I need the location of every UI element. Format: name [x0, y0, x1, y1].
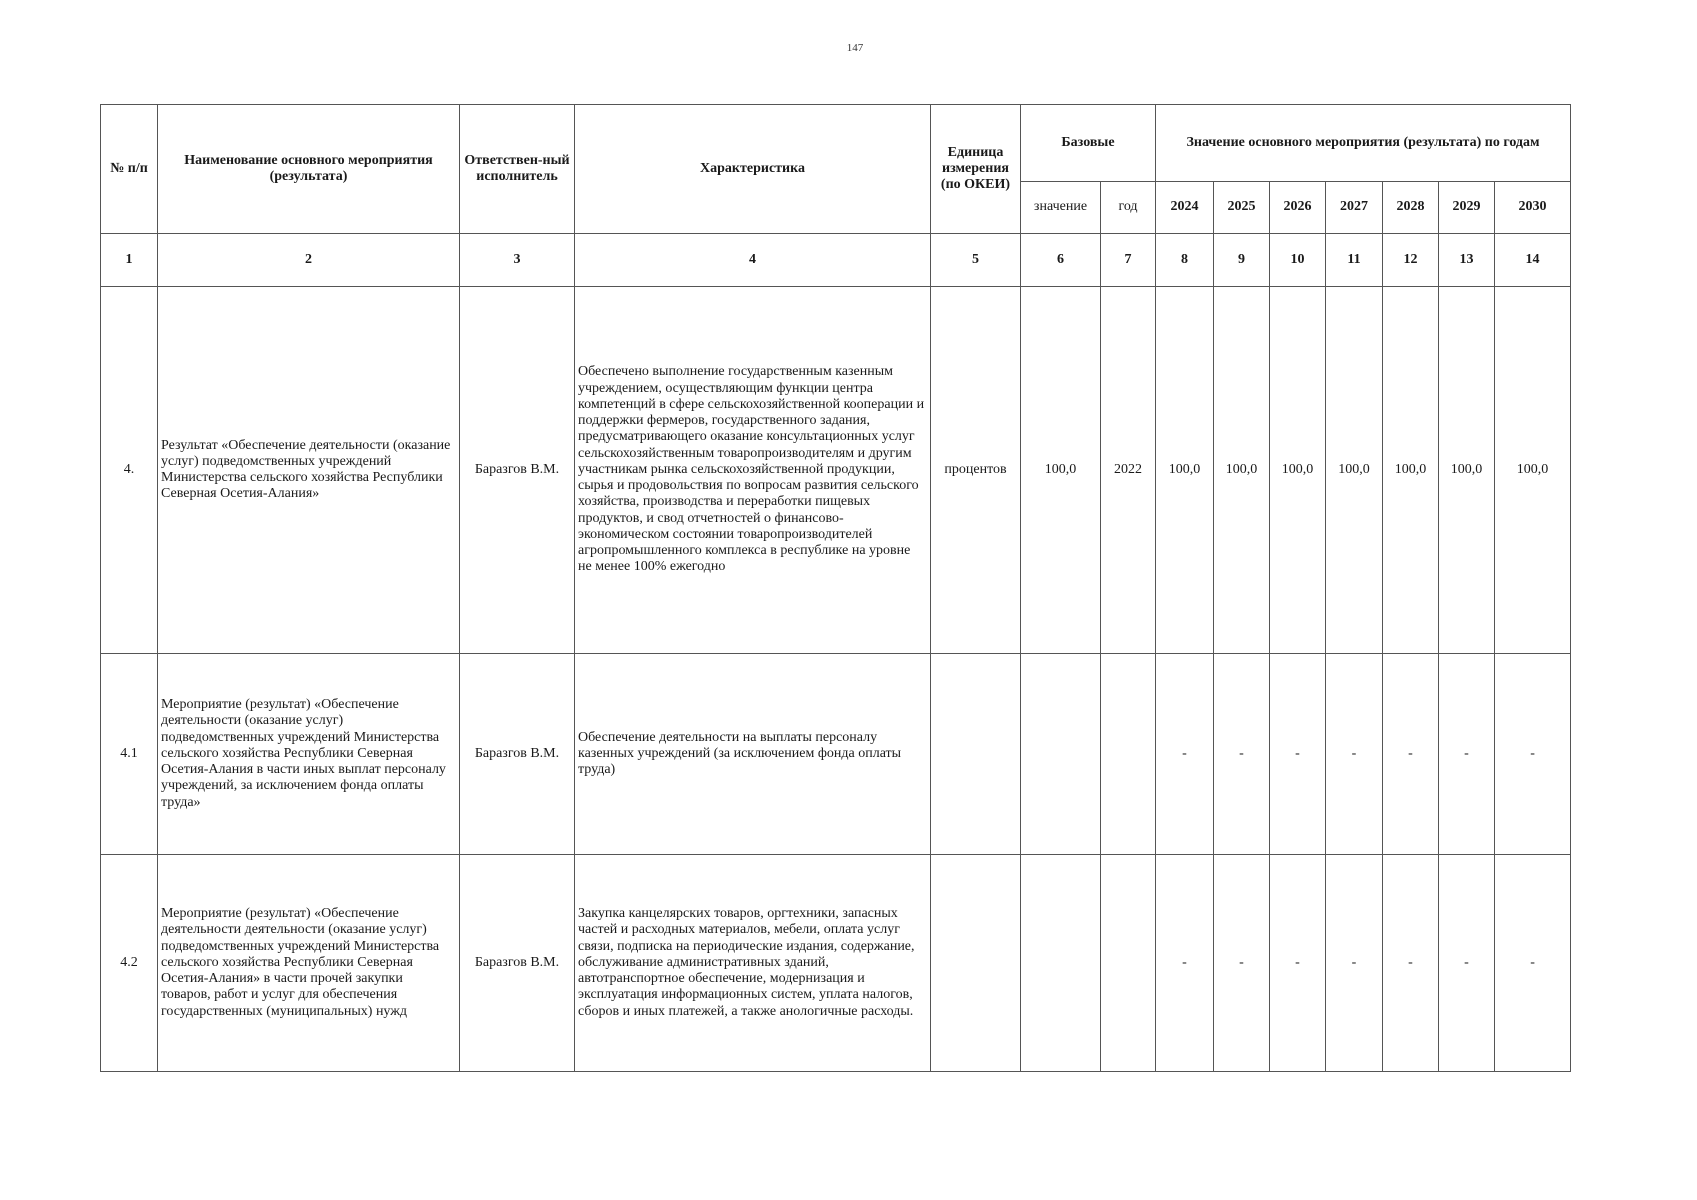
row-base-year	[1101, 654, 1156, 855]
column-number: 12	[1383, 234, 1439, 287]
column-number: 7	[1101, 234, 1156, 287]
row-year-value: -	[1214, 654, 1270, 855]
header-base: Базовые	[1021, 105, 1156, 182]
header-year: 2025	[1214, 182, 1270, 234]
row-num: 4.2	[101, 855, 158, 1072]
row-year-value: 100,0	[1383, 287, 1439, 654]
column-number: 9	[1214, 234, 1270, 287]
row-base-value: 100,0	[1021, 287, 1101, 654]
header-unit: Единица измерения (по ОКЕИ)	[931, 105, 1021, 234]
row-year-value: 100,0	[1270, 287, 1326, 654]
row-year-value: -	[1495, 654, 1571, 855]
row-num: 4.1	[101, 654, 158, 855]
row-characteristic: Обеспечено выполнение государственным казенным учреждением, осуществляющим функции центра компетенций в сфере сельскохозяйственной кооперации и поддержки фермеров, государственного задания, предусматривающего оказание консультационных услуг сельскохозяйственным товаропроизводителям и другим участникам рынка сельскохозяйственной продукции, сырья и продовольствия по вопросам развития сельского хозяйства, производства и переработки пищевых продуктов, и свод отчетностей о финансово-экономическом состоянии товаропроизводителей агропромышленного комплекса в республике на уровне не менее 100% ежегодно	[575, 287, 931, 654]
row-responsible: Баразгов В.М.	[460, 287, 575, 654]
row-year-value: -	[1214, 855, 1270, 1072]
table-row	[101, 287, 1571, 654]
header-year: 2028	[1383, 182, 1439, 234]
header-num: № п/п	[101, 105, 158, 234]
table-row	[101, 654, 1571, 855]
row-year-value: 100,0	[1439, 287, 1495, 654]
row-characteristic: Обеспечение деятельности на выплаты персоналу казенных учреждений (за исключением фонда оплаты труда)	[575, 654, 931, 855]
row-year-value: 100,0	[1156, 287, 1214, 654]
row-base-value	[1021, 855, 1101, 1072]
row-year-value: -	[1439, 855, 1495, 1072]
column-number: 5	[931, 234, 1021, 287]
row-responsible: Баразгов В.М.	[460, 855, 575, 1072]
column-number: 10	[1270, 234, 1326, 287]
row-name: Мероприятие (результат) «Обеспечение деятельности (оказание услуг) подведомственных учреждений Министерства сельского хозяйства Республики Северная Осетия-Алания в части иных выплат персоналу учреждений, за исключением фонда оплаты труда»	[158, 654, 460, 855]
column-number: 8	[1156, 234, 1214, 287]
column-number: 13	[1439, 234, 1495, 287]
header-year: 2030	[1495, 182, 1571, 234]
column-number: 4	[575, 234, 931, 287]
row-year-value: -	[1326, 654, 1383, 855]
column-number: 6	[1021, 234, 1101, 287]
row-responsible: Баразгов В.М.	[460, 654, 575, 855]
row-year-value: -	[1270, 654, 1326, 855]
row-year-value: -	[1383, 855, 1439, 1072]
row-name: Результат «Обеспечение деятельности (оказание услуг) подведомственных учреждений Министерства сельского хозяйства Республики Северная Осетия-Алания»	[158, 287, 460, 654]
header-row	[101, 105, 1571, 182]
header-base-year: год	[1101, 182, 1156, 234]
header-year: 2024	[1156, 182, 1214, 234]
header-responsible: Ответствен-ный исполнитель	[460, 105, 575, 234]
row-year-value: 100,0	[1214, 287, 1270, 654]
row-year-value: -	[1383, 654, 1439, 855]
row-year-value: -	[1156, 855, 1214, 1072]
column-number: 3	[460, 234, 575, 287]
header-base-value: значение	[1021, 182, 1101, 234]
row-year-value: -	[1439, 654, 1495, 855]
row-year-value: -	[1156, 654, 1214, 855]
row-year-value: -	[1495, 855, 1571, 1072]
header-characteristic: Характеристика	[575, 105, 931, 234]
row-year-value: -	[1326, 855, 1383, 1072]
header-year: 2027	[1326, 182, 1383, 234]
column-number: 2	[158, 234, 460, 287]
header-values-by-year: Значение основного мероприятия (результата) по годам	[1156, 105, 1571, 182]
page-number: 147	[846, 42, 864, 54]
column-number: 14	[1495, 234, 1571, 287]
row-num: 4.	[101, 287, 158, 654]
row-year-value: -	[1270, 855, 1326, 1072]
column-number: 1	[101, 234, 158, 287]
row-year-value: 100,0	[1326, 287, 1383, 654]
row-unit	[931, 654, 1021, 855]
plan-table	[100, 104, 1571, 1072]
column-number-row	[101, 234, 1571, 287]
table-row	[101, 855, 1571, 1072]
row-unit	[931, 855, 1021, 1072]
column-number: 11	[1326, 234, 1383, 287]
header-name: Наименование основного мероприятия (результата)	[158, 105, 460, 234]
row-characteristic: Закупка канцелярских товаров, оргтехники, запасных частей и расходных материалов, мебели, оплата услуг связи, подписка на периодические издания, содержание, обслуживание административных зданий, автотранспортное обеспечение, модернизация и эксплуатация информационных систем, уплата налогов, сборов и иных платежей, а также анологичные расходы.	[575, 855, 931, 1072]
row-year-value: 100,0	[1495, 287, 1571, 654]
row-base-value	[1021, 654, 1101, 855]
row-name: Мероприятие (результат) «Обеспечение деятельности деятельности (оказание услуг) подведомственных учреждений Министерства сельского хозяйства Республики Северная Осетия-Алания» в части прочей закупки товаров, работ и услуг для обеспечения государственных (муниципальных) нужд	[158, 855, 460, 1072]
header-year: 2026	[1270, 182, 1326, 234]
header-year: 2029	[1439, 182, 1495, 234]
row-unit: процентов	[931, 287, 1021, 654]
row-base-year	[1101, 855, 1156, 1072]
row-base-year: 2022	[1101, 287, 1156, 654]
